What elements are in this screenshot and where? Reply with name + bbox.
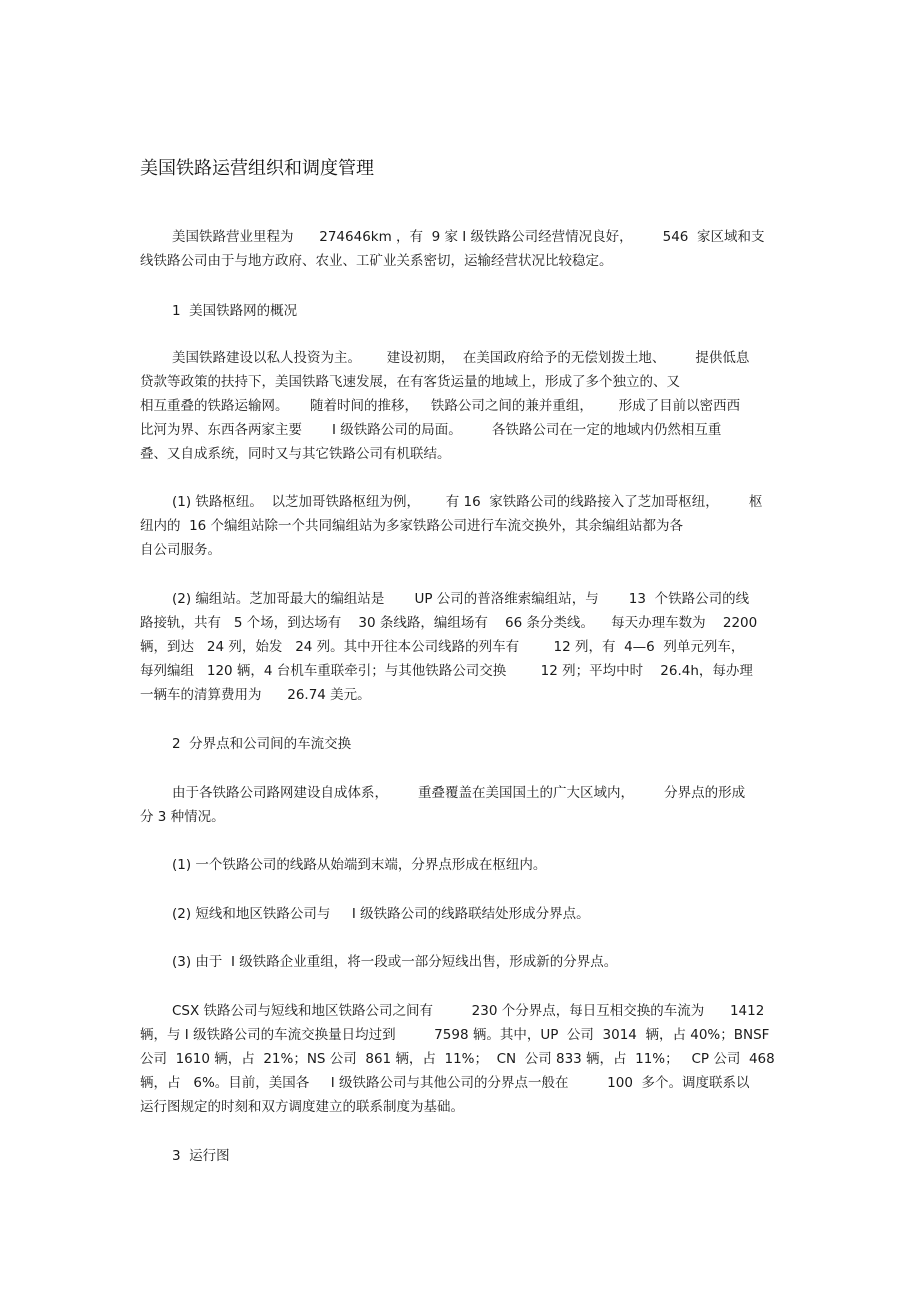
paragraph-line: 贷款等政策的扶持下，美国铁路飞速发展，在有客货运量的地域上，形成了多个独立的、又 (140, 374, 680, 390)
paragraph-line: (2) 编组站。芝加哥最大的编组站是 UP 公司的普洛维索编组站，与 13 个铁路公司的线 (172, 591, 750, 607)
paragraph-line: (1) 铁路枢纽。 以芝加哥铁路枢纽为例， 有 16 家铁路公司的线路接入了芝加哥枢纽， 枢 (172, 494, 763, 510)
paragraph-line: 路接轨，共有 5 个场，到达场有 30 条线路，编组场有 66 条分类线。 每天办理车数为 2200 (140, 615, 758, 631)
paragraph-line: 线铁路公司由于与地方政府、农业、工矿业关系密切，运输经营状况比较稳定。 (140, 253, 613, 269)
paragraph-line: 纽内的 16 个编组站除一个共同编组站为多家铁路公司进行车流交换外，其余编组站都为各 (140, 518, 684, 534)
section-heading: 2 分界点和公司间的车流交换 (172, 736, 352, 752)
paragraph-line: 美国铁路建设以私人投资为主。 建设初期， 在美国政府给予的无偿划拨土地、 提供低息 (172, 350, 750, 366)
paragraph-line: 相互重叠的铁路运输网。 随着时间的推移， 铁路公司之间的兼并重组， 形成了目前以密西西 (140, 398, 741, 414)
paragraph-line: 运行图规定的时刻和双方调度建立的联系制度为基础。 (140, 1099, 464, 1115)
paragraph-line: 辆，到达 24 列，始发 24 列。其中开往本公司线路的列车有 12 列，有 4—6 列单元列车， (140, 639, 745, 655)
paragraph-line: 分 3 种情况。 (140, 809, 225, 825)
paragraph-line: CSX 铁路公司与短线和地区铁路公司之间有 230 个分界点，每日互相交换的车流为 1412 (172, 1003, 765, 1019)
section-heading: 1 美国铁路网的概况 (172, 303, 298, 319)
list-item: (1) 一个铁路公司的线路从始端到末端，分界点形成在枢纽内。 (172, 857, 547, 873)
paragraph-line: 每列编组 120 辆，4 台机车重联牵引；与其他铁路公司交换 12 列；平均中时 26.4h，每办理 (140, 663, 753, 679)
paragraph-line: 一辆车的清算费用为 26.74 美元。 (140, 687, 371, 703)
paragraph-line: 叠、又自成系统，同时又与其它铁路公司有机联结。 (140, 446, 451, 462)
paragraph-line: 比河为界、东西各两家主要 Ⅰ 级铁路公司的局面。 各铁路公司在一定的地域内仍然相互重 (140, 422, 722, 438)
list-item: (3) 由于 Ⅰ 级铁路企业重组，将一段或一部分短线出售，形成新的分界点。 (172, 954, 618, 970)
section-heading: 3 运行图 (172, 1148, 230, 1164)
paragraph-line: 公司 1610 辆，占 21%；NS 公司 861 辆，占 11%； CN 公司 833 辆，占 11%； CP 公司 468 (140, 1051, 775, 1067)
list-item: (2) 短线和地区铁路公司与 Ⅰ 级铁路公司的线路联结处形成分界点。 (172, 906, 590, 922)
document-title: 美国铁路运营组织和调度管理 (140, 158, 374, 179)
paragraph-line: 辆，占 6%。目前，美国各 Ⅰ 级铁路公司与其他公司的分界点一般在 100 多个。调度联系以 (140, 1075, 750, 1091)
paragraph-line: 自公司服务。 (140, 542, 221, 558)
paragraph-line: 美国铁路营业里程为 274646km ，有 9 家 Ⅰ 级铁路公司经营情况良好， 546 家区域和支 (172, 229, 765, 245)
paragraph-line: 辆，与 Ⅰ 级铁路公司的车流交换量日均过到 7598 辆。其中，UP 公司 3014 辆，占 40%；BNSF (140, 1027, 770, 1043)
paragraph-line: 由于各铁路公司路网建设自成体系， 重叠覆盖在美国国土的广大区域内， 分界点的形成 (172, 785, 746, 801)
